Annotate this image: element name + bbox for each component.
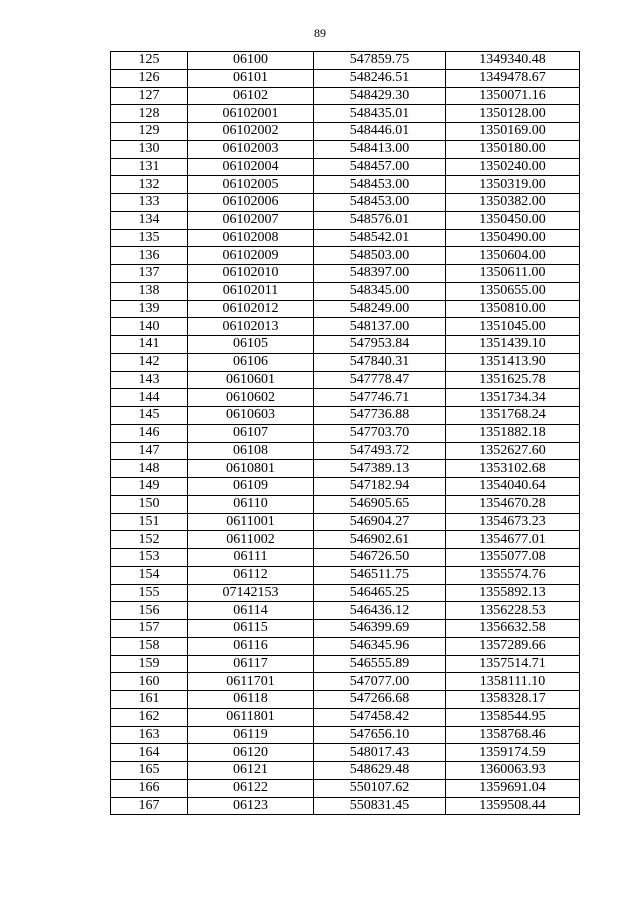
x-coordinate-cell: 546904.27 xyxy=(314,513,446,531)
point-code-cell: 06102002 xyxy=(188,123,314,141)
x-coordinate-cell: 546436.12 xyxy=(314,602,446,620)
x-coordinate-cell: 547458.42 xyxy=(314,708,446,726)
x-coordinate-cell: 548435.01 xyxy=(314,105,446,123)
row-index-cell: 153 xyxy=(111,549,188,567)
point-code-cell: 06109 xyxy=(188,478,314,496)
y-coordinate-cell: 1351882.18 xyxy=(446,424,580,442)
x-coordinate-cell: 546399.69 xyxy=(314,620,446,638)
point-code-cell: 06116 xyxy=(188,637,314,655)
x-coordinate-cell: 548457.00 xyxy=(314,158,446,176)
y-coordinate-cell: 1354677.01 xyxy=(446,531,580,549)
point-code-cell: 06102006 xyxy=(188,194,314,212)
table-row xyxy=(111,779,580,797)
point-code-cell: 06102001 xyxy=(188,105,314,123)
x-coordinate-cell: 547778.47 xyxy=(314,371,446,389)
row-index-cell: 164 xyxy=(111,744,188,762)
row-index-cell: 163 xyxy=(111,726,188,744)
x-coordinate-cell: 546902.61 xyxy=(314,531,446,549)
point-code-cell: 0610603 xyxy=(188,407,314,425)
y-coordinate-cell: 1358328.17 xyxy=(446,691,580,709)
table-row xyxy=(111,282,580,300)
y-coordinate-cell: 1351768.24 xyxy=(446,407,580,425)
y-coordinate-cell: 1350240.00 xyxy=(446,158,580,176)
table-row xyxy=(111,194,580,212)
x-coordinate-cell: 548345.00 xyxy=(314,282,446,300)
row-index-cell: 131 xyxy=(111,158,188,176)
point-code-cell: 06102005 xyxy=(188,176,314,194)
table-row xyxy=(111,495,580,513)
row-index-cell: 137 xyxy=(111,265,188,283)
point-code-cell: 06111 xyxy=(188,549,314,567)
point-code-cell: 06108 xyxy=(188,442,314,460)
row-index-cell: 136 xyxy=(111,247,188,265)
y-coordinate-cell: 1359508.44 xyxy=(446,797,580,815)
x-coordinate-cell: 548413.00 xyxy=(314,140,446,158)
y-coordinate-cell: 1355574.76 xyxy=(446,566,580,584)
row-index-cell: 155 xyxy=(111,584,188,602)
row-index-cell: 144 xyxy=(111,389,188,407)
point-code-cell: 06106 xyxy=(188,353,314,371)
point-code-cell: 0610801 xyxy=(188,460,314,478)
x-coordinate-cell: 547703.70 xyxy=(314,424,446,442)
point-code-cell: 06119 xyxy=(188,726,314,744)
table-row xyxy=(111,318,580,336)
table-row xyxy=(111,460,580,478)
table-row xyxy=(111,158,580,176)
y-coordinate-cell: 1351413.90 xyxy=(446,353,580,371)
y-coordinate-cell: 1354673.23 xyxy=(446,513,580,531)
y-coordinate-cell: 1350319.00 xyxy=(446,176,580,194)
table-row xyxy=(111,87,580,105)
x-coordinate-cell: 548576.01 xyxy=(314,211,446,229)
table-row xyxy=(111,602,580,620)
table-row xyxy=(111,69,580,87)
row-index-cell: 142 xyxy=(111,353,188,371)
table-row xyxy=(111,549,580,567)
x-coordinate-cell: 547266.68 xyxy=(314,691,446,709)
row-index-cell: 150 xyxy=(111,495,188,513)
x-coordinate-cell: 548017.43 xyxy=(314,744,446,762)
y-coordinate-cell: 1350490.00 xyxy=(446,229,580,247)
row-index-cell: 162 xyxy=(111,708,188,726)
y-coordinate-cell: 1357289.66 xyxy=(446,637,580,655)
x-coordinate-cell: 548246.51 xyxy=(314,69,446,87)
table-row xyxy=(111,300,580,318)
point-code-cell: 06115 xyxy=(188,620,314,638)
table-row xyxy=(111,762,580,780)
x-coordinate-cell: 550831.45 xyxy=(314,797,446,815)
x-coordinate-cell: 547182.94 xyxy=(314,478,446,496)
point-code-cell: 0611701 xyxy=(188,673,314,691)
table-body xyxy=(111,52,580,815)
y-coordinate-cell: 1350611.00 xyxy=(446,265,580,283)
table-row xyxy=(111,744,580,762)
point-code-cell: 06102003 xyxy=(188,140,314,158)
x-coordinate-cell: 548429.30 xyxy=(314,87,446,105)
x-coordinate-cell: 547736.88 xyxy=(314,407,446,425)
point-code-cell: 06107 xyxy=(188,424,314,442)
point-code-cell: 06123 xyxy=(188,797,314,815)
table-row xyxy=(111,478,580,496)
x-coordinate-cell: 548542.01 xyxy=(314,229,446,247)
table-row xyxy=(111,584,580,602)
table-row xyxy=(111,655,580,673)
row-index-cell: 128 xyxy=(111,105,188,123)
table-row xyxy=(111,637,580,655)
x-coordinate-cell: 547953.84 xyxy=(314,336,446,354)
row-index-cell: 138 xyxy=(111,282,188,300)
row-index-cell: 135 xyxy=(111,229,188,247)
row-index-cell: 129 xyxy=(111,123,188,141)
y-coordinate-cell: 1351734.34 xyxy=(446,389,580,407)
table-row xyxy=(111,566,580,584)
row-index-cell: 161 xyxy=(111,691,188,709)
y-coordinate-cell: 1350071.16 xyxy=(446,87,580,105)
row-index-cell: 133 xyxy=(111,194,188,212)
row-index-cell: 156 xyxy=(111,602,188,620)
x-coordinate-cell: 550107.62 xyxy=(314,779,446,797)
point-code-cell: 06102009 xyxy=(188,247,314,265)
table-row xyxy=(111,353,580,371)
row-index-cell: 145 xyxy=(111,407,188,425)
y-coordinate-cell: 1350450.00 xyxy=(446,211,580,229)
point-code-cell: 06112 xyxy=(188,566,314,584)
x-coordinate-cell: 548453.00 xyxy=(314,176,446,194)
row-index-cell: 132 xyxy=(111,176,188,194)
y-coordinate-cell: 1359691.04 xyxy=(446,779,580,797)
table-row xyxy=(111,229,580,247)
y-coordinate-cell: 1350604.00 xyxy=(446,247,580,265)
point-code-cell: 06102010 xyxy=(188,265,314,283)
table-row xyxy=(111,407,580,425)
point-code-cell: 06101 xyxy=(188,69,314,87)
row-index-cell: 141 xyxy=(111,336,188,354)
table-row xyxy=(111,673,580,691)
row-index-cell: 126 xyxy=(111,69,188,87)
table-row xyxy=(111,424,580,442)
table-row xyxy=(111,336,580,354)
x-coordinate-cell: 548397.00 xyxy=(314,265,446,283)
y-coordinate-cell: 1351439.10 xyxy=(446,336,580,354)
x-coordinate-cell: 547656.10 xyxy=(314,726,446,744)
y-coordinate-cell: 1350382.00 xyxy=(446,194,580,212)
row-index-cell: 160 xyxy=(111,673,188,691)
x-coordinate-cell: 547746.71 xyxy=(314,389,446,407)
row-index-cell: 130 xyxy=(111,140,188,158)
row-index-cell: 127 xyxy=(111,87,188,105)
point-code-cell: 06102011 xyxy=(188,282,314,300)
point-code-cell: 06114 xyxy=(188,602,314,620)
point-code-cell: 06102008 xyxy=(188,229,314,247)
row-index-cell: 143 xyxy=(111,371,188,389)
y-coordinate-cell: 1350169.00 xyxy=(446,123,580,141)
row-index-cell: 146 xyxy=(111,424,188,442)
point-code-cell: 0611002 xyxy=(188,531,314,549)
point-code-cell: 0611001 xyxy=(188,513,314,531)
y-coordinate-cell: 1359174.59 xyxy=(446,744,580,762)
table-row xyxy=(111,105,580,123)
point-code-cell: 06121 xyxy=(188,762,314,780)
point-code-cell: 06118 xyxy=(188,691,314,709)
point-code-cell: 0610601 xyxy=(188,371,314,389)
table-row xyxy=(111,371,580,389)
point-code-cell: 06122 xyxy=(188,779,314,797)
row-index-cell: 166 xyxy=(111,779,188,797)
row-index-cell: 149 xyxy=(111,478,188,496)
y-coordinate-cell: 1349340.48 xyxy=(446,52,580,70)
x-coordinate-cell: 547389.13 xyxy=(314,460,446,478)
table-row xyxy=(111,620,580,638)
y-coordinate-cell: 1349478.67 xyxy=(446,69,580,87)
y-coordinate-cell: 1356632.58 xyxy=(446,620,580,638)
row-index-cell: 159 xyxy=(111,655,188,673)
point-code-cell: 0611801 xyxy=(188,708,314,726)
table-row xyxy=(111,211,580,229)
row-index-cell: 139 xyxy=(111,300,188,318)
x-coordinate-cell: 548249.00 xyxy=(314,300,446,318)
x-coordinate-cell: 548446.01 xyxy=(314,123,446,141)
y-coordinate-cell: 1351625.78 xyxy=(446,371,580,389)
y-coordinate-cell: 1355077.08 xyxy=(446,549,580,567)
x-coordinate-cell: 546465.25 xyxy=(314,584,446,602)
point-code-cell: 06102004 xyxy=(188,158,314,176)
table-row xyxy=(111,513,580,531)
point-code-cell: 06117 xyxy=(188,655,314,673)
table-row xyxy=(111,797,580,815)
row-index-cell: 167 xyxy=(111,797,188,815)
table-row xyxy=(111,531,580,549)
y-coordinate-cell: 1357514.71 xyxy=(446,655,580,673)
row-index-cell: 151 xyxy=(111,513,188,531)
point-code-cell: 06102012 xyxy=(188,300,314,318)
y-coordinate-cell: 1354040.64 xyxy=(446,478,580,496)
x-coordinate-cell: 546726.50 xyxy=(314,549,446,567)
point-code-cell: 06102 xyxy=(188,87,314,105)
x-coordinate-cell: 548453.00 xyxy=(314,194,446,212)
y-coordinate-cell: 1358111.10 xyxy=(446,673,580,691)
row-index-cell: 158 xyxy=(111,637,188,655)
x-coordinate-cell: 547493.72 xyxy=(314,442,446,460)
row-index-cell: 148 xyxy=(111,460,188,478)
point-code-cell: 06102007 xyxy=(188,211,314,229)
table-row xyxy=(111,247,580,265)
coordinates-table xyxy=(110,51,580,815)
table-row xyxy=(111,176,580,194)
x-coordinate-cell: 548503.00 xyxy=(314,247,446,265)
x-coordinate-cell: 547077.00 xyxy=(314,673,446,691)
y-coordinate-cell: 1358544.95 xyxy=(446,708,580,726)
point-code-cell: 06110 xyxy=(188,495,314,513)
table-row xyxy=(111,708,580,726)
x-coordinate-cell: 546345.96 xyxy=(314,637,446,655)
x-coordinate-cell: 548629.48 xyxy=(314,762,446,780)
row-index-cell: 147 xyxy=(111,442,188,460)
page-number: 89 xyxy=(314,26,326,40)
table-row xyxy=(111,265,580,283)
table-row xyxy=(111,140,580,158)
row-index-cell: 157 xyxy=(111,620,188,638)
table-row xyxy=(111,726,580,744)
row-index-cell: 152 xyxy=(111,531,188,549)
x-coordinate-cell: 548137.00 xyxy=(314,318,446,336)
row-index-cell: 165 xyxy=(111,762,188,780)
point-code-cell: 07142153 xyxy=(188,584,314,602)
row-index-cell: 154 xyxy=(111,566,188,584)
x-coordinate-cell: 546511.75 xyxy=(314,566,446,584)
y-coordinate-cell: 1350655.00 xyxy=(446,282,580,300)
x-coordinate-cell: 546555.89 xyxy=(314,655,446,673)
y-coordinate-cell: 1355892.13 xyxy=(446,584,580,602)
row-index-cell: 140 xyxy=(111,318,188,336)
y-coordinate-cell: 1356228.53 xyxy=(446,602,580,620)
point-code-cell: 0610602 xyxy=(188,389,314,407)
x-coordinate-cell: 547859.75 xyxy=(314,52,446,70)
y-coordinate-cell: 1352627.60 xyxy=(446,442,580,460)
y-coordinate-cell: 1360063.93 xyxy=(446,762,580,780)
y-coordinate-cell: 1350180.00 xyxy=(446,140,580,158)
table-row xyxy=(111,442,580,460)
x-coordinate-cell: 546905.65 xyxy=(314,495,446,513)
y-coordinate-cell: 1350128.00 xyxy=(446,105,580,123)
y-coordinate-cell: 1353102.68 xyxy=(446,460,580,478)
row-index-cell: 125 xyxy=(111,52,188,70)
point-code-cell: 06120 xyxy=(188,744,314,762)
table-row xyxy=(111,691,580,709)
point-code-cell: 06102013 xyxy=(188,318,314,336)
y-coordinate-cell: 1350810.00 xyxy=(446,300,580,318)
point-code-cell: 06100 xyxy=(188,52,314,70)
row-index-cell: 134 xyxy=(111,211,188,229)
table-row xyxy=(111,389,580,407)
x-coordinate-cell: 547840.31 xyxy=(314,353,446,371)
point-code-cell: 06105 xyxy=(188,336,314,354)
table-row xyxy=(111,123,580,141)
y-coordinate-cell: 1351045.00 xyxy=(446,318,580,336)
y-coordinate-cell: 1354670.28 xyxy=(446,495,580,513)
y-coordinate-cell: 1358768.46 xyxy=(446,726,580,744)
table-row xyxy=(111,52,580,70)
